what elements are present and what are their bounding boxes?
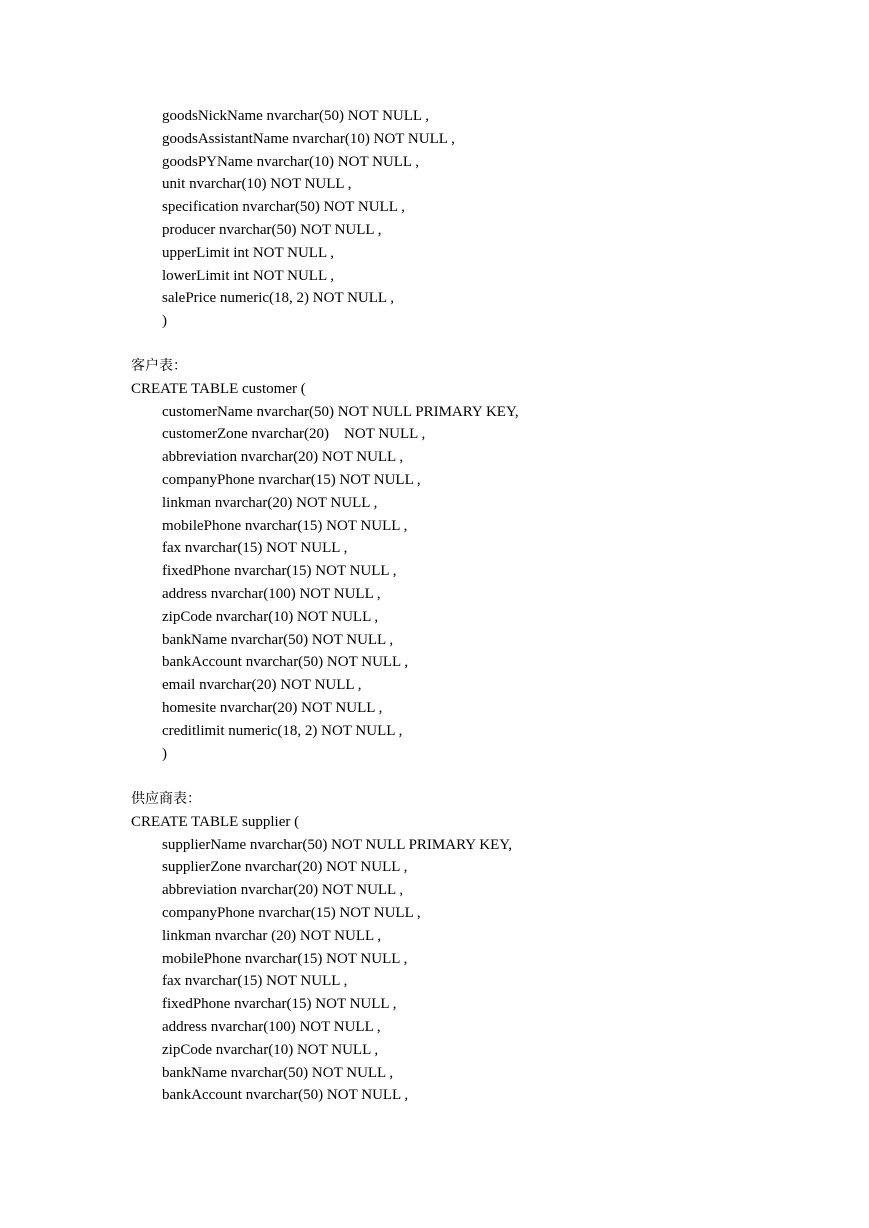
column-definition: linkman nvarchar (20) NOT NULL , xyxy=(162,927,382,944)
column-definition: fixedPhone nvarchar(15) NOT NULL , xyxy=(162,563,397,580)
column-definition: bankAccount nvarchar(50) NOT NULL , xyxy=(162,1087,409,1104)
supplier-table-definition xyxy=(131,788,512,1107)
closing-paren: ) xyxy=(162,745,167,762)
column-definition: email nvarchar(20) NOT NULL , xyxy=(162,677,362,694)
column-definition: unit nvarchar(10) NOT NULL , xyxy=(162,176,352,193)
section-heading-supplier: 供应商表： xyxy=(131,791,201,807)
column-definition: abbreviation nvarchar(20) NOT NULL , xyxy=(162,882,404,899)
column-definition: homesite nvarchar(20) NOT NULL , xyxy=(162,699,383,716)
section-heading-customer: 客户表： xyxy=(131,358,187,374)
column-definition: goodsAssistantName nvarchar(10) NOT NULL , xyxy=(162,130,455,147)
closing-paren: ) xyxy=(162,313,167,330)
column-definition: creditlimit numeric(18, 2) NOT NULL , xyxy=(162,722,403,739)
column-definition: upperLimit int NOT NULL , xyxy=(162,244,335,261)
column-definition: lowerLimit int NOT NULL , xyxy=(162,267,335,284)
column-definition: goodsPYName nvarchar(10) NOT NULL , xyxy=(162,153,420,170)
column-definition: bankName nvarchar(50) NOT NULL , xyxy=(162,1064,394,1081)
column-definition: companyPhone nvarchar(15) NOT NULL , xyxy=(162,904,421,921)
column-definition: supplierName nvarchar(50) NOT NULL PRIMARY KEY, xyxy=(162,836,512,853)
column-definition: salePrice numeric(18, 2) NOT NULL , xyxy=(162,290,395,307)
column-definition: address nvarchar(100) NOT NULL , xyxy=(162,585,381,602)
column-definition: supplierZone nvarchar(20) NOT NULL , xyxy=(162,859,408,876)
column-definition: customerName nvarchar(50) NOT NULL PRIMARY KEY, xyxy=(162,403,519,420)
column-definition: bankName nvarchar(50) NOT NULL , xyxy=(162,631,394,648)
create-table-statement: CREATE TABLE customer ( xyxy=(131,380,306,397)
column-definition: linkman nvarchar(20) NOT NULL , xyxy=(162,494,378,511)
column-definition: fax nvarchar(15) NOT NULL , xyxy=(162,973,348,990)
column-definition: fax nvarchar(15) NOT NULL , xyxy=(162,540,348,557)
column-definition: bankAccount nvarchar(50) NOT NULL , xyxy=(162,654,409,671)
goods-table-definition-tail xyxy=(131,105,455,333)
create-table-statement: CREATE TABLE supplier ( xyxy=(131,813,300,830)
column-definition: address nvarchar(100) NOT NULL , xyxy=(162,1018,381,1035)
column-definition: abbreviation nvarchar(20) NOT NULL , xyxy=(162,449,404,466)
column-definition: mobilePhone nvarchar(15) NOT NULL , xyxy=(162,950,408,967)
customer-table-definition xyxy=(131,355,519,765)
column-definition: zipCode nvarchar(10) NOT NULL , xyxy=(162,1041,379,1058)
column-definition: goodsNickName nvarchar(50) NOT NULL , xyxy=(162,108,430,124)
column-definition: companyPhone nvarchar(15) NOT NULL , xyxy=(162,471,421,488)
column-definition: customerZone nvarchar(20) NOT NULL , xyxy=(162,426,426,443)
column-definition: fixedPhone nvarchar(15) NOT NULL , xyxy=(162,996,397,1013)
column-definition: zipCode nvarchar(10) NOT NULL , xyxy=(162,608,379,625)
column-definition: specification nvarchar(50) NOT NULL , xyxy=(162,199,405,216)
column-definition: producer nvarchar(50) NOT NULL , xyxy=(162,221,382,238)
column-definition: mobilePhone nvarchar(15) NOT NULL , xyxy=(162,517,408,534)
